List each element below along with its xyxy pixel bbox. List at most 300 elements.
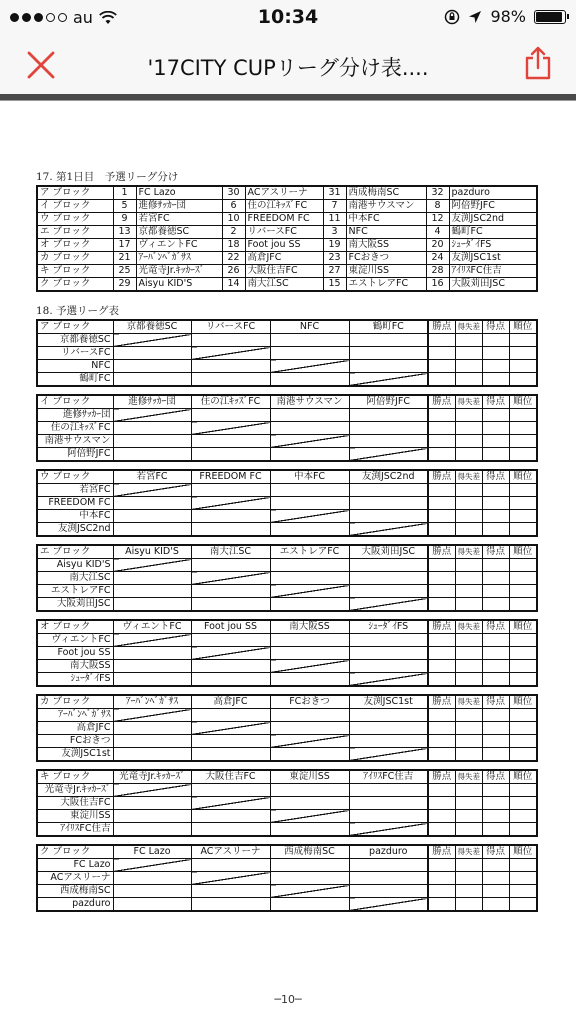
team-number: 6	[222, 200, 245, 213]
team-name: エストレアFC	[346, 278, 426, 292]
team-name: FCおきつ	[346, 252, 426, 265]
result-cell	[191, 898, 270, 912]
opponent-header: 南港サウスマン	[270, 395, 349, 409]
battery-percent: 98%	[490, 7, 526, 26]
result-cell	[349, 709, 428, 722]
league-team-row	[37, 409, 537, 422]
points-cell	[428, 735, 455, 748]
points-cell	[428, 722, 455, 735]
result-cell	[270, 647, 349, 660]
carrier-label: au	[73, 8, 93, 27]
diagonal-cell	[191, 872, 270, 885]
team-name: 西成梅南SC	[37, 885, 113, 898]
opponent-header: NFC	[270, 320, 349, 334]
opponent-header: FC Lazo	[113, 845, 191, 859]
team-name: ACアスリーナ	[37, 872, 113, 885]
team-name: 南大阪SS	[37, 660, 113, 673]
result-cell	[270, 722, 349, 735]
team-number: 13	[113, 226, 136, 239]
diagonal-cell	[270, 885, 349, 898]
team-number: 9	[113, 213, 136, 226]
rank-cell	[509, 409, 537, 422]
diagonal-cell	[191, 422, 270, 435]
goal-diff-header: 得失差	[455, 545, 482, 559]
result-cell	[113, 510, 191, 523]
goals-cell	[482, 797, 509, 810]
draw-row	[37, 252, 537, 265]
goals-cell	[482, 559, 509, 572]
team-name: ｱｰﾊﾞﾝﾍﾞｶﾞｻｽ	[136, 252, 222, 265]
battery-icon	[534, 10, 566, 24]
team-name: 進修ｻｯｶｰ団	[37, 409, 113, 422]
league-header-row	[37, 695, 537, 709]
diagonal-cell	[113, 559, 191, 572]
team-name: FC Lazo	[37, 859, 113, 872]
points-cell	[428, 797, 455, 810]
location-icon	[468, 10, 482, 24]
result-cell	[113, 735, 191, 748]
diagonal-cell	[270, 510, 349, 523]
result-cell	[349, 810, 428, 823]
rank-cell	[509, 448, 537, 462]
league-team-row	[37, 660, 537, 673]
result-cell	[191, 373, 270, 387]
navigation-bar	[0, 34, 576, 94]
goals-cell	[482, 784, 509, 797]
share-icon[interactable]	[524, 46, 552, 80]
result-cell	[270, 673, 349, 687]
result-cell	[270, 559, 349, 572]
league-team-row	[37, 823, 537, 837]
goal-diff-cell	[455, 735, 482, 748]
result-cell	[191, 559, 270, 572]
result-cell	[113, 872, 191, 885]
rank-header: 順位	[509, 770, 537, 784]
result-cell	[113, 572, 191, 585]
result-cell	[191, 598, 270, 612]
block-name: イ ブロック	[37, 395, 113, 409]
points-cell	[428, 497, 455, 510]
draw-row	[37, 213, 537, 226]
result-cell	[113, 647, 191, 660]
rank-header: 順位	[509, 695, 537, 709]
draw-table	[36, 185, 538, 292]
draw-row	[37, 239, 537, 252]
diagonal-cell	[349, 523, 428, 537]
rank-cell	[509, 735, 537, 748]
league-header-row	[37, 395, 537, 409]
league-team-row	[37, 510, 537, 523]
team-number: 20	[426, 239, 449, 252]
league-team-row	[37, 334, 537, 347]
team-name: エストレアFC	[37, 585, 113, 598]
goals-cell	[482, 598, 509, 612]
opponent-header: ｱｲﾘｽFC住吉	[349, 770, 428, 784]
league-team-row	[37, 784, 537, 797]
goal-diff-cell	[455, 409, 482, 422]
team-number: 23	[323, 252, 346, 265]
rank-cell	[509, 673, 537, 687]
team-name: 南大阪SS	[346, 239, 426, 252]
league-team-row	[37, 810, 537, 823]
goal-diff-header: 得失差	[455, 770, 482, 784]
result-cell	[113, 722, 191, 735]
team-name: pazduro	[449, 186, 537, 200]
league-team-row	[37, 523, 537, 537]
league-table-block	[36, 544, 538, 612]
result-cell	[113, 523, 191, 537]
result-cell	[191, 585, 270, 598]
points-cell	[428, 334, 455, 347]
result-cell	[270, 373, 349, 387]
goals-header: 得点	[482, 770, 509, 784]
league-team-row	[37, 673, 537, 687]
league-team-row	[37, 735, 537, 748]
league-team-row	[37, 647, 537, 660]
team-number: 29	[113, 278, 136, 292]
league-team-row	[37, 484, 537, 497]
result-cell	[349, 722, 428, 735]
team-number: 27	[323, 265, 346, 278]
result-cell	[191, 523, 270, 537]
team-name: 進修ｻｯｶｰ団	[136, 200, 222, 213]
team-number: 10	[222, 213, 245, 226]
draw-section-title: 17. 第1日目 予選リーグ分け	[36, 171, 179, 183]
result-cell	[191, 484, 270, 497]
result-cell	[270, 898, 349, 912]
result-cell	[270, 409, 349, 422]
result-cell	[270, 872, 349, 885]
league-team-row	[37, 448, 537, 462]
team-number: 7	[323, 200, 346, 213]
rank-cell	[509, 660, 537, 673]
result-cell	[191, 748, 270, 762]
team-name: FREEDOM FC	[37, 497, 113, 510]
draw-row	[37, 278, 537, 292]
goals-cell	[482, 748, 509, 762]
points-cell	[428, 435, 455, 448]
goals-header: 得点	[482, 695, 509, 709]
result-cell	[270, 422, 349, 435]
result-cell	[349, 334, 428, 347]
result-cell	[113, 673, 191, 687]
team-name: 西成梅南SC	[346, 186, 426, 200]
diagonal-cell	[349, 673, 428, 687]
close-icon[interactable]	[26, 50, 56, 80]
goals-cell	[482, 373, 509, 387]
team-number: 11	[323, 213, 346, 226]
points-cell	[428, 559, 455, 572]
result-cell	[349, 347, 428, 360]
result-cell	[349, 422, 428, 435]
team-number: 4	[426, 226, 449, 239]
result-cell	[349, 484, 428, 497]
result-cell	[191, 435, 270, 448]
rank-cell	[509, 885, 537, 898]
points-header: 勝点	[428, 845, 455, 859]
goal-diff-header: 得失差	[455, 320, 482, 334]
result-cell	[270, 347, 349, 360]
points-header: 勝点	[428, 395, 455, 409]
team-name: 光竜寺Jr.ｷｯｶｰｽﾞ	[136, 265, 222, 278]
result-cell	[270, 634, 349, 647]
result-cell	[113, 823, 191, 837]
goals-cell	[482, 409, 509, 422]
diagonal-cell	[191, 497, 270, 510]
diagonal-cell	[113, 634, 191, 647]
status-bar	[0, 0, 576, 34]
result-cell	[191, 360, 270, 373]
result-cell	[113, 373, 191, 387]
block-name: カ ブロック	[37, 695, 113, 709]
goal-diff-cell	[455, 347, 482, 360]
team-name: 友渕JSC1st	[37, 748, 113, 762]
rank-cell	[509, 810, 537, 823]
opponent-header: 中本FC	[270, 470, 349, 484]
result-cell	[113, 660, 191, 673]
opponent-header: ｼｭｰﾀﾞｲFS	[349, 620, 428, 634]
block-name: エ ブロック	[37, 545, 113, 559]
diagonal-cell	[113, 709, 191, 722]
points-cell	[428, 748, 455, 762]
goal-diff-cell	[455, 722, 482, 735]
rank-cell	[509, 784, 537, 797]
goal-diff-cell	[455, 572, 482, 585]
draw-row	[37, 265, 537, 278]
goals-cell	[482, 523, 509, 537]
result-cell	[349, 559, 428, 572]
team-name: pazduro	[37, 898, 113, 912]
team-name: ｱｰﾊﾞﾝﾍﾞｶﾞｻｽ	[37, 709, 113, 722]
rank-cell	[509, 360, 537, 373]
league-header-row	[37, 470, 537, 484]
points-header: 勝点	[428, 470, 455, 484]
points-cell	[428, 585, 455, 598]
points-cell	[428, 660, 455, 673]
points-cell	[428, 409, 455, 422]
opponent-header: FCおきつ	[270, 695, 349, 709]
league-team-row	[37, 885, 537, 898]
team-name: 鶴町FC	[449, 226, 537, 239]
goal-diff-cell	[455, 422, 482, 435]
result-cell	[113, 347, 191, 360]
league-team-row	[37, 898, 537, 912]
points-cell	[428, 347, 455, 360]
opponent-header: 阿倍野JFC	[349, 395, 428, 409]
goal-diff-cell	[455, 647, 482, 660]
diagonal-cell	[349, 748, 428, 762]
goals-cell	[482, 898, 509, 912]
opponent-header: 住の江ｷｯｽﾞFC	[191, 395, 270, 409]
league-team-row	[37, 859, 537, 872]
team-name: 南港サウスマン	[346, 200, 426, 213]
result-cell	[270, 709, 349, 722]
result-cell	[191, 660, 270, 673]
result-cell	[113, 435, 191, 448]
result-cell	[113, 448, 191, 462]
goals-cell	[482, 660, 509, 673]
points-cell	[428, 523, 455, 537]
goal-diff-cell	[455, 748, 482, 762]
result-cell	[349, 885, 428, 898]
result-cell	[270, 572, 349, 585]
goal-diff-header: 得失差	[455, 845, 482, 859]
points-cell	[428, 598, 455, 612]
team-name: Foot jou SS	[245, 239, 323, 252]
diagonal-cell	[191, 647, 270, 660]
team-name: 高倉JFC	[245, 252, 323, 265]
result-cell	[349, 735, 428, 748]
team-number: 25	[113, 265, 136, 278]
team-name: 京都養徳SC	[37, 334, 113, 347]
opponent-header: 東淀川SS	[270, 770, 349, 784]
result-cell	[270, 598, 349, 612]
goal-diff-cell	[455, 373, 482, 387]
team-name: NFC	[346, 226, 426, 239]
goals-cell	[482, 634, 509, 647]
goal-diff-cell	[455, 448, 482, 462]
opponent-header: 南大江SC	[191, 545, 270, 559]
points-cell	[428, 784, 455, 797]
team-name: 高倉JFC	[37, 722, 113, 735]
rotation-lock-icon	[444, 9, 460, 25]
points-cell	[428, 859, 455, 872]
team-name: 大阪住吉FC	[37, 797, 113, 810]
points-cell	[428, 373, 455, 387]
diagonal-cell	[270, 585, 349, 598]
goal-diff-cell	[455, 797, 482, 810]
diagonal-cell	[191, 347, 270, 360]
team-name: リバースFC	[245, 226, 323, 239]
rank-cell	[509, 497, 537, 510]
goals-cell	[482, 709, 509, 722]
result-cell	[349, 784, 428, 797]
team-name: 若宮FC	[37, 484, 113, 497]
rank-header: 順位	[509, 320, 537, 334]
team-number: 16	[426, 278, 449, 292]
league-header-row	[37, 320, 537, 334]
points-header: 勝点	[428, 770, 455, 784]
opponent-header: 高倉JFC	[191, 695, 270, 709]
league-team-row	[37, 497, 537, 510]
rank-cell	[509, 797, 537, 810]
result-cell	[113, 422, 191, 435]
rank-cell	[509, 559, 537, 572]
team-name: ｱｲﾘｽFC住吉	[449, 265, 537, 278]
team-number: 26	[222, 265, 245, 278]
league-table-block	[36, 769, 538, 837]
goals-cell	[482, 497, 509, 510]
result-cell	[191, 859, 270, 872]
goals-cell	[482, 347, 509, 360]
opponent-header: FREEDOM FC	[191, 470, 270, 484]
opponent-header: Foot jou SS	[191, 620, 270, 634]
points-cell	[428, 510, 455, 523]
team-number: 2	[222, 226, 245, 239]
result-cell	[191, 885, 270, 898]
result-cell	[349, 360, 428, 373]
league-table-block	[36, 469, 538, 537]
diagonal-cell	[349, 823, 428, 837]
goal-diff-cell	[455, 634, 482, 647]
draw-row	[37, 186, 537, 200]
goals-header: 得点	[482, 545, 509, 559]
result-cell	[113, 360, 191, 373]
league-team-row	[37, 347, 537, 360]
block-name: ア ブロック	[37, 320, 113, 334]
goal-diff-cell	[455, 810, 482, 823]
team-name: 大阪苅田JSC	[37, 598, 113, 612]
diagonal-cell	[349, 898, 428, 912]
block-name: ウ ブロック	[37, 470, 113, 484]
points-cell	[428, 422, 455, 435]
team-name: 光竜寺Jr.ｷｯｶｰｽﾞ	[37, 784, 113, 797]
opponent-header: Aisyu KID'S	[113, 545, 191, 559]
league-header-row	[37, 545, 537, 559]
goal-diff-cell	[455, 859, 482, 872]
result-cell	[191, 448, 270, 462]
league-team-row	[37, 422, 537, 435]
rank-header: 順位	[509, 470, 537, 484]
team-name: 南大江SC	[37, 572, 113, 585]
team-number: 24	[426, 252, 449, 265]
result-cell	[270, 523, 349, 537]
result-cell	[113, 797, 191, 810]
block-name: イ ブロック	[37, 200, 113, 213]
rank-header: 順位	[509, 620, 537, 634]
result-cell	[349, 435, 428, 448]
result-cell	[191, 709, 270, 722]
goal-diff-cell	[455, 484, 482, 497]
league-team-row	[37, 872, 537, 885]
points-cell	[428, 448, 455, 462]
team-name: 友渕JSC2nd	[37, 523, 113, 537]
goal-diff-cell	[455, 435, 482, 448]
opponent-header: 若宮FC	[113, 470, 191, 484]
rank-cell	[509, 898, 537, 912]
team-name: 友渕JSC1st	[449, 252, 537, 265]
result-cell	[349, 510, 428, 523]
rank-cell	[509, 872, 537, 885]
rank-cell	[509, 523, 537, 537]
points-cell	[428, 898, 455, 912]
result-cell	[270, 823, 349, 837]
points-cell	[428, 360, 455, 373]
league-team-row	[37, 748, 537, 762]
team-name: 東淀川SS	[37, 810, 113, 823]
team-name: 阿倍野JFC	[37, 448, 113, 462]
points-cell	[428, 810, 455, 823]
team-number: 18	[222, 239, 245, 252]
diagonal-cell	[113, 484, 191, 497]
opponent-header: エストレアFC	[270, 545, 349, 559]
rank-header: 順位	[509, 845, 537, 859]
diagonal-cell	[349, 448, 428, 462]
goals-header: 得点	[482, 395, 509, 409]
team-number: 14	[222, 278, 245, 292]
team-number: 28	[426, 265, 449, 278]
result-cell	[270, 797, 349, 810]
league-table-block	[36, 844, 538, 912]
team-name: 南大江SC	[245, 278, 323, 292]
result-cell	[270, 497, 349, 510]
result-cell	[349, 585, 428, 598]
team-number: 31	[323, 186, 346, 200]
block-name: ク ブロック	[37, 845, 113, 859]
block-name: オ ブロック	[37, 620, 113, 634]
result-cell	[113, 748, 191, 762]
goals-cell	[482, 435, 509, 448]
